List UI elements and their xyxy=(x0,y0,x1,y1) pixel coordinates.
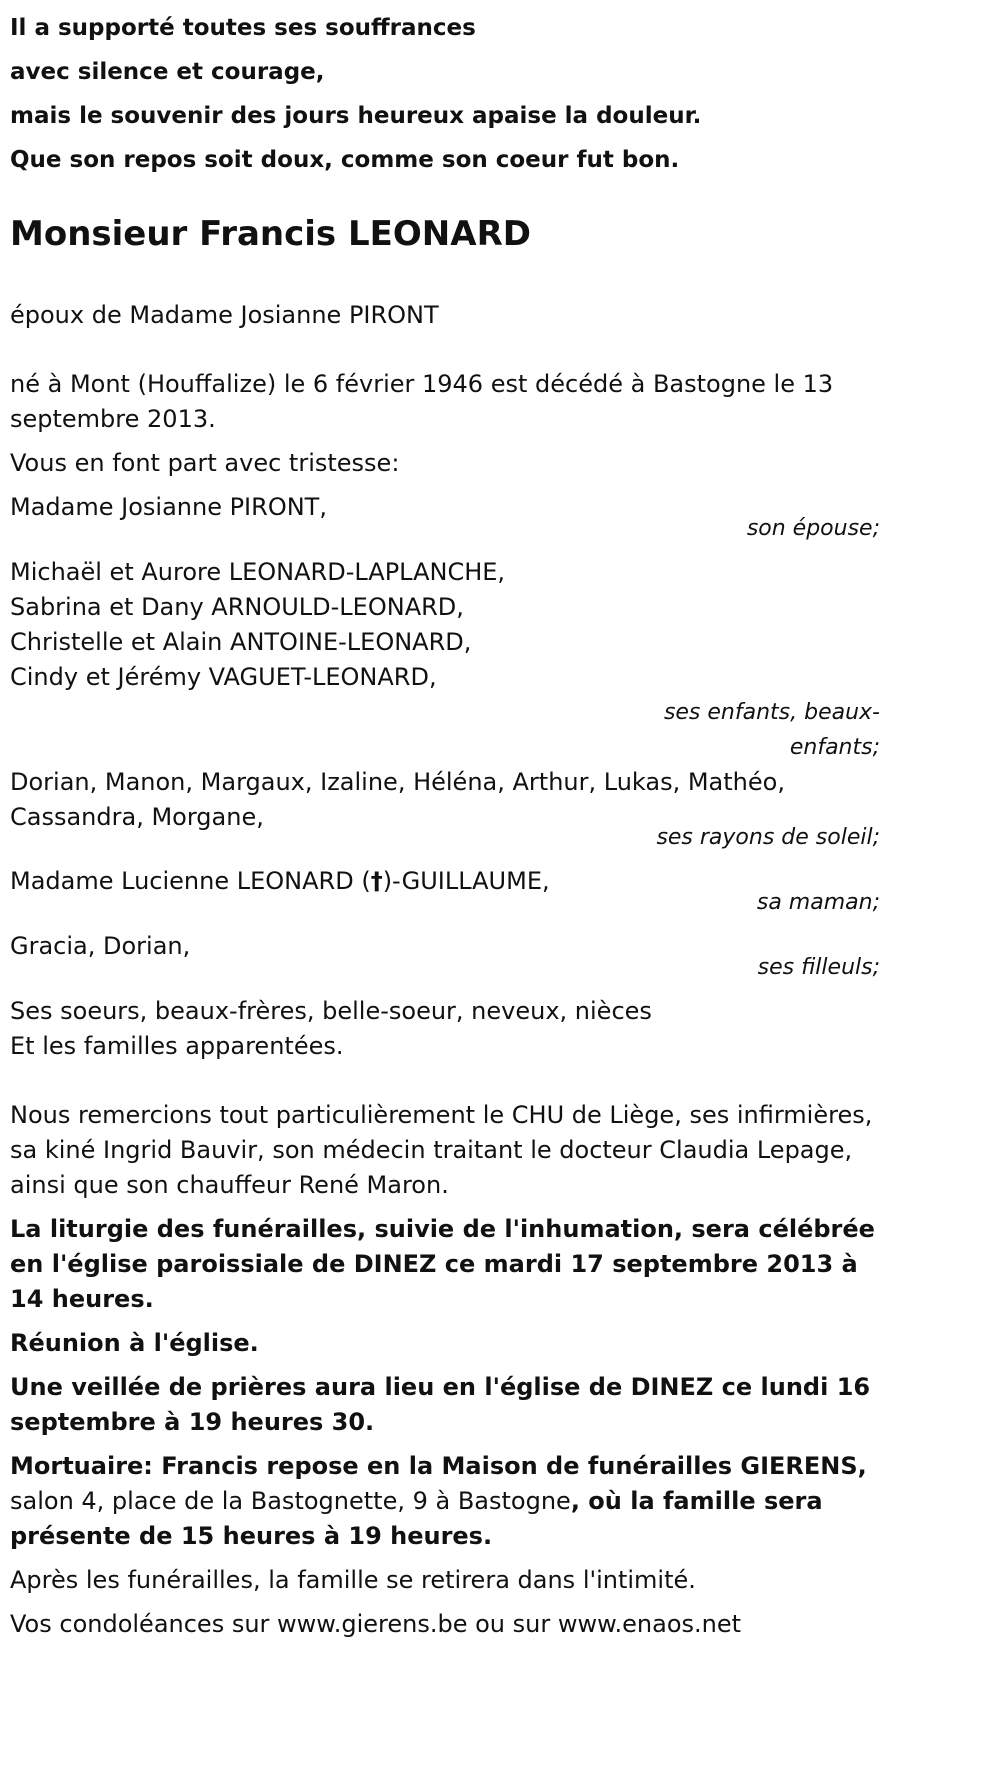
announce-intro: Vous en font part avec tristesse: xyxy=(10,449,400,477)
after-funeral-text: Après les funérailles, la famille se retirera dans l'intimité. xyxy=(10,1566,696,1594)
godchildren-names: Gracia, Dorian, xyxy=(10,932,191,960)
family-grandchildren xyxy=(10,765,880,855)
funeral-text: La liturgie des funérailles, suivie de l'inhumation, sera célébrée en l'église paroissiale de DINEZ ce mardi 17 septembre 2013 à 14 heures. xyxy=(10,1215,875,1313)
mother-name: Madame Lucienne LEONARD (†)-GUILLAUME, xyxy=(10,867,550,895)
deceased-name: Monsieur Francis LEONARD xyxy=(10,214,531,254)
family-others xyxy=(10,994,880,1064)
thanks-text: Nous remercions tout particulièrement le CHU de Liège, ses infirmières, sa kiné Ingrid Bauvir, son médecin traitant le docteur Claudia Lepage, ainsi que son chauffeur René Maron. xyxy=(10,1101,873,1199)
birth-death-text: né à Mont (Houffalize) le 6 février 1946 est décédé à Bastogne le 13 septembre 2013. xyxy=(10,370,834,433)
children-role-wrap xyxy=(650,695,880,765)
meeting-text: Réunion à l'église. xyxy=(10,1329,259,1357)
others-line: Ses soeurs, beaux-frères, belle-soeur, neveux, nièces xyxy=(10,997,652,1025)
family-wife xyxy=(10,490,880,546)
children-role: ses enfants, beaux-enfants; xyxy=(663,700,880,760)
others-line: Et les familles apparentées. xyxy=(10,1032,344,1060)
vigil-text: Une veillée de prières aura lieu en l'église de DINEZ ce lundi 16 septembre à 19 heures 30. xyxy=(10,1373,871,1436)
epitaph-line: Que son repos soit doux, comme son coeur fut bon. xyxy=(10,147,680,173)
spouse-of: époux de Madame Josianne PIRONT xyxy=(10,301,439,329)
wife-role: son épouse; xyxy=(746,516,880,541)
family-children xyxy=(10,555,880,765)
wife-name: Madame Josianne PIRONT, xyxy=(10,493,327,521)
grandchildren-names: Dorian, Manon, Margaux, Izaline, Héléna, Arthur, Lukas, Mathéo, Cassandra, Morgane, xyxy=(10,768,785,831)
child-couple: Cindy et Jérémy VAGUET-LEONARD, xyxy=(10,663,437,691)
mother-role: sa maman; xyxy=(756,890,880,915)
epitaph-line: avec silence et courage, xyxy=(10,59,325,85)
child-couple: Christelle et Alain ANTOINE-LEONARD, xyxy=(10,628,472,656)
dagger-icon: † xyxy=(370,867,383,895)
epitaph-line: mais le souvenir des jours heureux apaise la douleur. xyxy=(10,103,702,129)
child-couple: Sabrina et Dany ARNOULD-LEONARD, xyxy=(10,593,464,621)
mortuary-text: Mortuaire: Francis repose en la Maison de funérailles GIERENS, salon 4, place de la Bastognette, 9 à Bastogne, où la famille sera présente de 15 heures à 19 heures. xyxy=(10,1452,867,1550)
family-godchildren xyxy=(10,929,880,985)
epitaph xyxy=(10,0,880,182)
epitaph-line: Il a supporté toutes ses souffrances xyxy=(10,15,476,41)
family-mother xyxy=(10,864,880,920)
condolences-text: Vos condoléances sur www.gierens.be ou sur www.enaos.net xyxy=(10,1610,742,1638)
obituary-page xyxy=(10,0,880,1642)
child-couple: Michaël et Aurore LEONARD-LAPLANCHE, xyxy=(10,558,506,586)
grandchildren-role: ses rayons de soleil; xyxy=(656,825,880,850)
godchildren-role: ses filleuls; xyxy=(757,955,880,980)
